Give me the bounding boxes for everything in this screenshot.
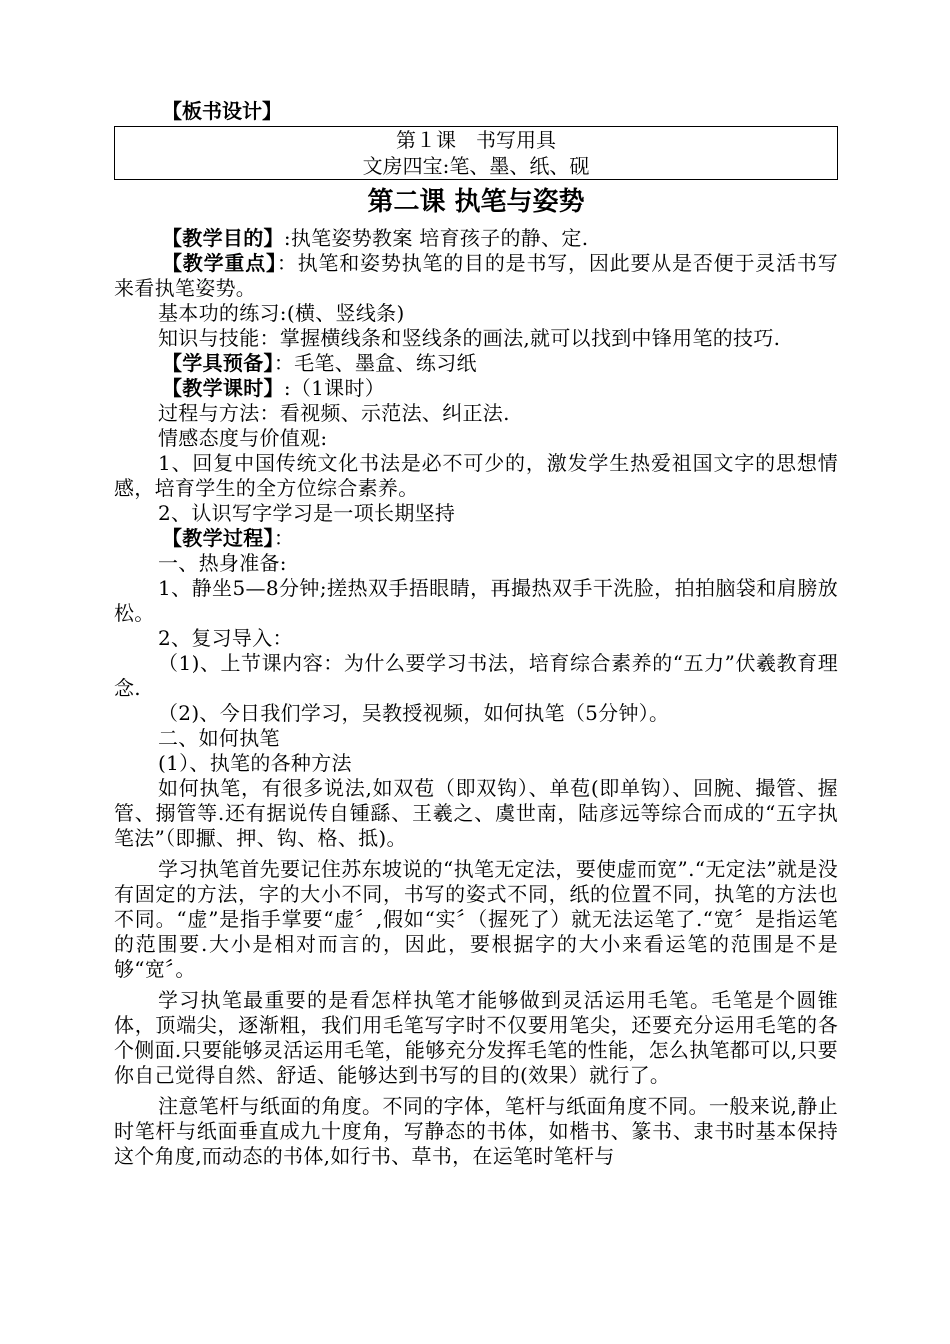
board-line-2: 文房四宝:笔、墨、纸、砚	[362, 154, 590, 178]
paragraph: (1）、执笔的各种方法	[158, 751, 352, 775]
paragraph: 学习执笔首先要记住苏东坡说的“执笔无定法，要使虚而宽”.“无定法”就是没有固定的方法，字的大小不同，书写的姿式不同，纸的位置不同，执笔的方法也不同。“虚”是指手掌要“虚〞,假如“实〞（握死了）就无法运笔了.“宽〞是指运笔的范围要.大小是相对而言的，因此，要根据字的大小来看运笔的范围是不是够“宽〞。	[114, 857, 838, 981]
lesson-title: 第二课 执笔与姿势	[367, 187, 585, 217]
paragraph: 二、如何执笔	[158, 726, 280, 750]
board-design-label: 【板书设计】	[162, 99, 282, 123]
paragraph: 2、认识写字学习是一项长期坚持	[158, 501, 456, 525]
paragraph: 1、回复中国传统文化书法是必不可少的，激发学生热爱祖国文字的思想情感，培育学生的全方位综合素养。	[114, 451, 838, 500]
paragraph: 2、复习导入：	[158, 626, 293, 650]
board-design-box	[114, 126, 838, 180]
paragraph: 【教学课时】:（1课时）	[162, 376, 386, 400]
document-page	[114, 98, 838, 1169]
paragraph: 【教学目的】:执笔姿势教案 培育孩子的静、定.	[162, 226, 589, 250]
paragraph: 情感态度与价值观:	[158, 426, 328, 450]
paragraph: （2)、今日我们学习，吴教授视频，如何执笔（5分钟）。	[158, 701, 670, 725]
paragraph: 注意笔杆与纸面的角度。不同的字体，笔杆与纸面角度不同。一般来说,静止时笔杆与纸面垂直成九十度角，写静态的书体，如楷书、篆书、隶书时基本保持这个角度,而动态的书体,如行书、草书，在运笔时笔杆与	[114, 1094, 838, 1168]
paragraph: 1、静坐5—8分钟;搓热双手捂眼睛，再撮热双手干洗脸，拍拍脑袋和肩膀放松。	[114, 576, 838, 625]
paragraph: 【教学过程】：	[162, 526, 295, 550]
paragraph: 知识与技能：掌握横线条和竖线条的画法,就可以找到中锋用笔的技巧.	[158, 326, 781, 350]
paragraph: （1)、上节课内容：为什么要学习书法，培育综合素养的“五力”伏羲教育理念.	[114, 651, 838, 700]
paragraph: 学习执笔最重要的是看怎样执笔才能够做到灵活运用毛笔。毛笔是个圆锥体，顶端尖，逐渐粗，我们用毛笔写字时不仅要用笔尖，还要充分运用毛笔的各个侧面.只要能够灵活运用毛笔，能够充分发挥毛笔的性能，怎么执笔都可以,只要你自己觉得自然、舒适、能够达到书写的目的(效果）就行了。	[114, 988, 838, 1087]
body-text	[114, 226, 838, 1169]
paragraph: 基本功的练习:(横、竖线条)	[158, 301, 405, 325]
paragraph: 如何执笔，有很多说法,如双苞（即双钩）、单苞(即单钩）、回腕、撮管、握管、搦管等.还有据说传自锺繇、王羲之、虞世南，陆彦远等综合而成的“五字执笔法”（即擫、押、钩、格、抵)。	[114, 776, 838, 850]
paragraph: 一、热身准备:	[158, 551, 287, 575]
paragraph: 【教学重点】：执笔和姿势执笔的目的是书写，因此要从是否便于灵活书写来看执笔姿势。	[114, 251, 838, 300]
paragraph: 过程与方法：看视频、示范法、纠正法.	[158, 401, 510, 425]
board-line-1: 第１课 书写用具	[396, 128, 556, 152]
paragraph: 【学具预备】：毛笔、墨盒、练习纸	[162, 351, 477, 375]
